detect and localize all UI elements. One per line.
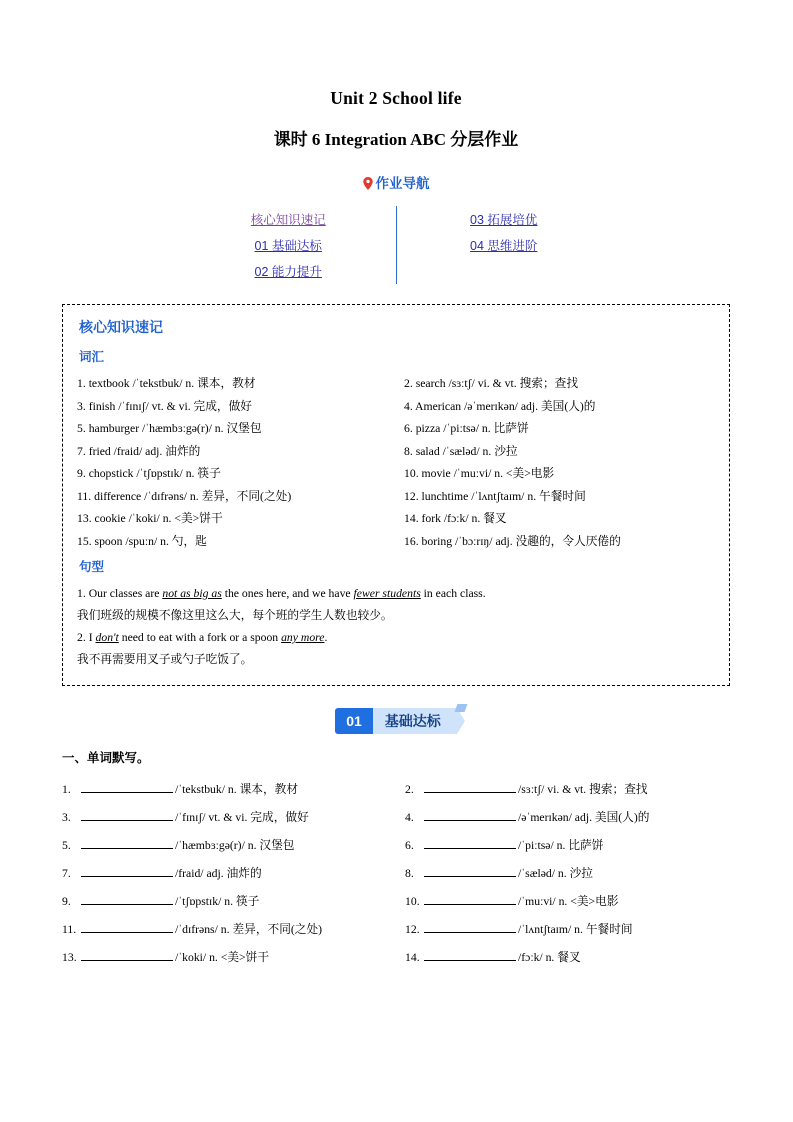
answer-blank[interactable]	[424, 948, 516, 961]
nav-cell	[396, 232, 611, 258]
item-tail: /əˈmerɪkən/ adj. 美国(人)的	[518, 811, 650, 824]
answer-blank[interactable]	[424, 864, 516, 877]
item-index: 4.	[405, 811, 414, 824]
item-tail: /fɔːk/ n. 餐叉	[518, 951, 581, 964]
sentence-en	[77, 583, 715, 604]
dictation-item	[405, 916, 730, 944]
dictation-item	[62, 776, 387, 804]
dictation-list	[62, 776, 730, 972]
banner-fold-decoration	[454, 704, 467, 712]
vocab-item: 15. spoon /spuːn/ n. 勺，匙	[77, 534, 207, 548]
answer-blank[interactable]	[81, 808, 173, 821]
dictation-item	[62, 916, 387, 944]
item-tail: /ˈpiːtsə/ n. 比萨饼	[518, 839, 604, 852]
dictation-item	[405, 804, 730, 832]
answer-blank[interactable]	[81, 836, 173, 849]
item-index: 10.	[405, 895, 420, 908]
dictation-item	[405, 860, 730, 888]
dictation-item	[62, 860, 387, 888]
sentence-mid: need to eat with a fork or a spoon	[118, 631, 282, 644]
item-tail: /ˈtekstbuk/ n. 课本，教材	[175, 783, 299, 796]
section-banner-01	[335, 708, 457, 734]
vocab-item: 9. chopstick /ˈtʃɒpstɪk/ n. 筷子	[77, 467, 221, 480]
section-number: 01	[335, 708, 373, 734]
document-body	[62, 88, 730, 972]
exercise-title: 一、单词默写。	[62, 751, 150, 765]
vocab-item: 8. salad /ˈsæləd/ n. 沙拉	[404, 444, 518, 458]
sentence-post: in each class.	[420, 587, 486, 600]
item-index: 5.	[62, 839, 71, 852]
item-index: 1.	[62, 783, 71, 796]
item-tail: /ˈlʌntʃtaɪm/ n. 午餐时间	[518, 923, 633, 936]
dictation-item	[405, 944, 730, 972]
sentence-zh: 我不再需要用叉子或勺子吃饭了。	[77, 653, 253, 666]
answer-blank[interactable]	[424, 920, 516, 933]
item-tail: /ˈhæmbɜːgə(r)/ n. 汉堡包	[175, 839, 295, 852]
vocabulary-heading: 词汇	[79, 350, 105, 364]
nav-cell	[181, 206, 396, 232]
sentence-pre: 2. I	[77, 631, 96, 644]
item-tail: /ˈkoki/ n. <美>饼干	[175, 951, 270, 964]
nav-cell	[181, 258, 396, 284]
page-subtitle: 课时 6 Integration ABC 分层作业	[273, 130, 519, 149]
answer-blank[interactable]	[424, 836, 516, 849]
dictation-item	[62, 804, 387, 832]
nav-cell	[181, 232, 396, 258]
item-index: 11.	[62, 923, 77, 936]
item-tail: /ˈtʃɒpstɪk/ n. 筷子	[175, 895, 260, 908]
answer-blank[interactable]	[81, 948, 173, 961]
assignment-nav	[181, 206, 611, 284]
vocab-item: 4. American /əˈmerɪkən/ adj. 美国(人)的	[404, 399, 596, 413]
nav-link-core[interactable]: 核心知识速记	[250, 213, 326, 227]
item-index: 14.	[405, 951, 420, 964]
item-tail: /fraid/ adj. 油炸的	[175, 867, 262, 880]
nav-link-03[interactable]: 03 拓展培优	[470, 213, 538, 227]
vocab-item: 3. finish /ˈfɪnɪʃ/ vt. & vi. 完成，做好	[77, 399, 252, 413]
vocab-item: 5. hamburger /ˈhæmbɜːgə(r)/ n. 汉堡包	[77, 422, 262, 435]
answer-blank[interactable]	[424, 892, 516, 905]
sentence-mid: the ones here, and we have	[221, 587, 354, 600]
dictation-item	[405, 888, 730, 916]
vocab-item: 11. difference /ˈdɪfrəns/ n. 差异，不同(之处)	[77, 489, 292, 503]
vocab-item: 14. fork /fɔːk/ n. 餐叉	[404, 512, 507, 525]
vocab-item: 2. search /sɜːtʃ/ vi. & vt. 搜索；查找	[404, 377, 579, 390]
vocabulary-list	[77, 373, 715, 553]
sentence-underline: fewer students	[353, 587, 421, 600]
answer-blank[interactable]	[81, 920, 173, 933]
vocab-item: 7. fried /fraid/ adj. 油炸的	[77, 444, 201, 458]
section-banner-wrap	[62, 708, 730, 734]
item-index: 9.	[62, 895, 71, 908]
vocab-item: 1. textbook /ˈtekstbuk/ n. 课本，教材	[77, 377, 256, 390]
vocab-item: 13. cookie /ˈkoki/ n. <美>饼干	[77, 512, 223, 525]
sentence-pre: 1. Our classes are	[77, 587, 163, 600]
vocab-item: 12. lunchtime /ˈlʌntʃtaɪm/ n. 午餐时间	[404, 489, 586, 503]
item-index: 3.	[62, 811, 71, 824]
location-pin-icon	[363, 177, 373, 190]
item-index: 13.	[62, 951, 77, 964]
vocab-item: 16. boring /ˈbɔːrɪŋ/ adj. 没趣的，令人厌倦的	[404, 534, 621, 548]
item-index: 8.	[405, 867, 414, 880]
sentence-post: .	[324, 631, 328, 644]
item-tail: /sɜːtʃ/ vi. & vt. 搜索；查找	[518, 783, 648, 796]
answer-blank[interactable]	[81, 892, 173, 905]
sentence-underline: don't	[95, 631, 119, 644]
dictation-item	[405, 776, 730, 804]
item-tail: /ˈmuːvi/ n. <美>电影	[518, 895, 619, 908]
sentence-pattern-heading: 句型	[79, 560, 105, 574]
nav-heading	[62, 172, 730, 192]
vocab-item: 10. movie /ˈmuːvi/ n. <美>电影	[404, 467, 555, 480]
dictation-item	[62, 832, 387, 860]
item-index: 7.	[62, 867, 71, 880]
page-title: Unit 2 School life	[330, 88, 462, 108]
nav-cell	[396, 258, 611, 284]
section-label: 基础达标	[373, 708, 457, 734]
item-index: 6.	[405, 839, 414, 852]
dictation-item	[405, 832, 730, 860]
answer-blank[interactable]	[81, 780, 173, 793]
nav-link-01[interactable]: 01 基础达标	[254, 239, 322, 253]
answer-blank[interactable]	[81, 864, 173, 877]
dictation-item	[62, 944, 387, 972]
item-tail: /ˈdɪfrəns/ n. 差异，不同(之处)	[175, 923, 323, 936]
dictation-item	[62, 888, 387, 916]
sentence-underline: not as big as	[162, 587, 222, 600]
vocab-item: 6. pizza /ˈpiːtsə/ n. 比萨饼	[404, 422, 529, 435]
nav-link-02[interactable]: 02 能力提升	[254, 265, 322, 279]
answer-blank[interactable]	[424, 808, 516, 821]
nav-heading-label: 作业导航	[375, 176, 430, 191]
core-knowledge-title: 核心知识速记	[79, 319, 163, 335]
item-index: 2.	[405, 783, 414, 796]
answer-blank[interactable]	[424, 780, 516, 793]
item-tail: /ˈfɪnɪʃ/ vt. & vi. 完成，做好	[175, 811, 309, 824]
sentence-zh: 我们班级的规模不像这里这么大，每个班的学生人数也较少。	[77, 609, 393, 622]
nav-link-04[interactable]: 04 思维进阶	[470, 239, 538, 253]
sentence-underline: any more	[281, 631, 325, 644]
sentence-en	[77, 627, 715, 648]
item-index: 12.	[405, 923, 420, 936]
core-knowledge-box	[62, 304, 730, 686]
nav-cell	[396, 206, 611, 232]
item-tail: /ˈsæləd/ n. 沙拉	[518, 867, 593, 880]
